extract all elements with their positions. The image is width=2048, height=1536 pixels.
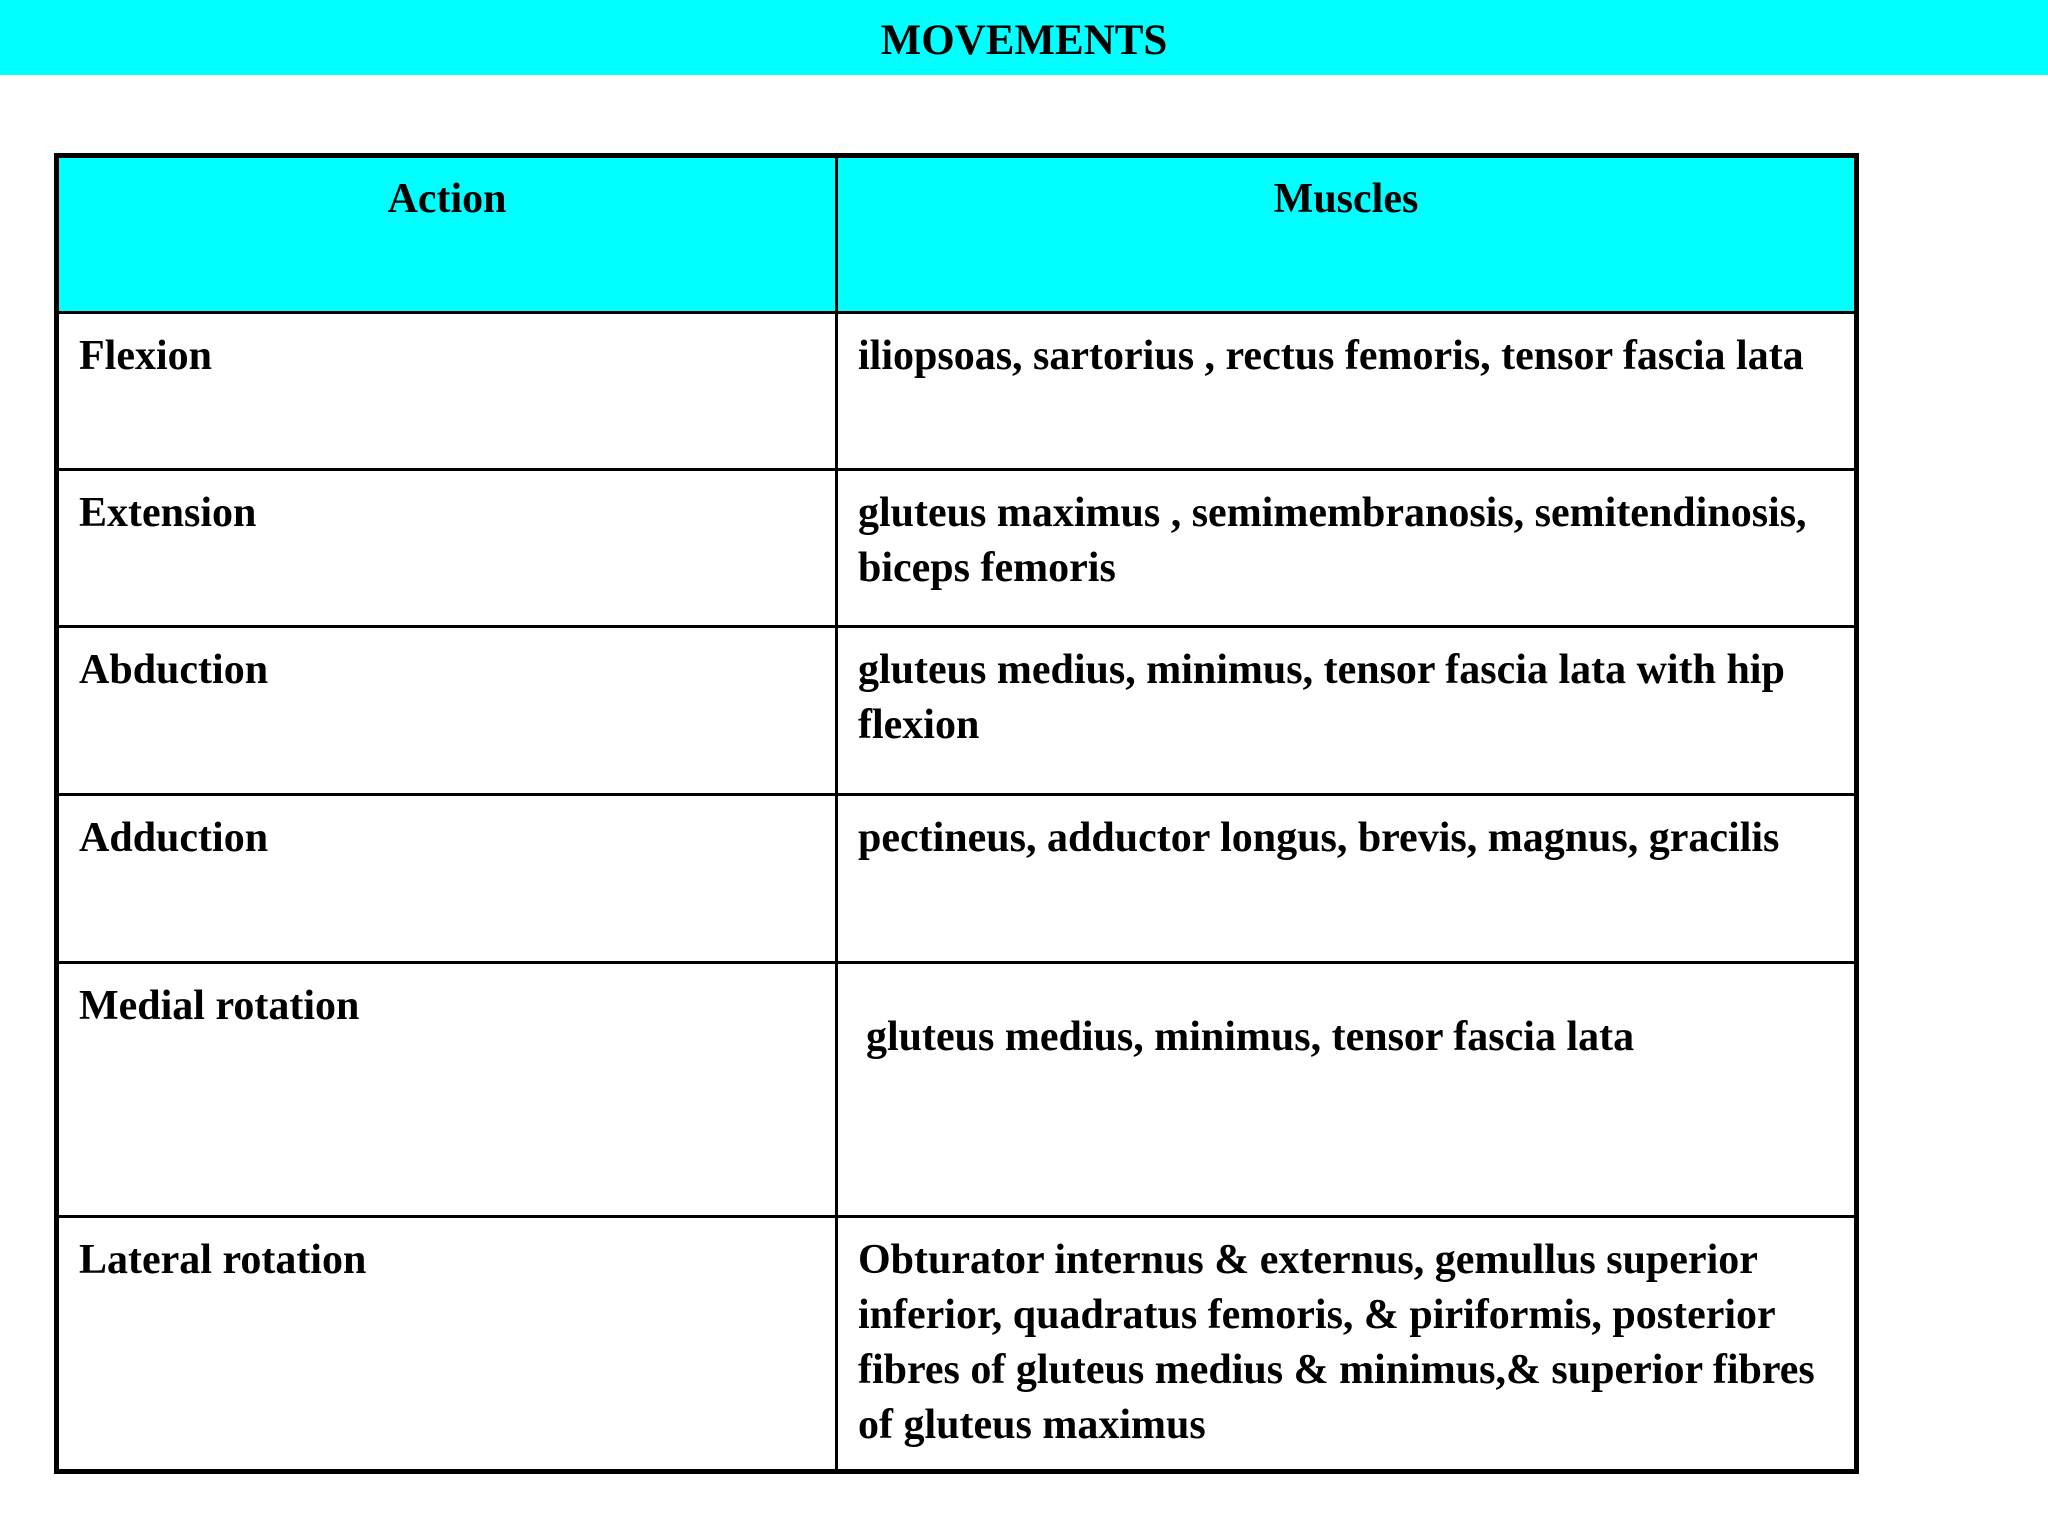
movements-table <box>54 153 1859 1474</box>
muscles-cell: gluteus maximus , semimembranosis, semitendinosis, biceps femoris <box>837 470 1857 627</box>
page-title: MOVEMENTS <box>880 17 1168 64</box>
table-row <box>57 795 1857 963</box>
action-cell: Lateral rotation <box>57 1217 837 1472</box>
header-muscles: Muscles <box>837 156 1857 313</box>
table-row <box>57 470 1857 627</box>
muscles-cell: iliopsoas, sartorius , rectus femoris, tensor fascia lata <box>837 313 1857 470</box>
table-row <box>57 627 1857 795</box>
header-action: Action <box>57 156 837 313</box>
action-cell: Medial rotation <box>57 963 837 1217</box>
action-cell: Adduction <box>57 795 837 963</box>
title-bar <box>0 0 2048 75</box>
muscles-cell: gluteus medius, minimus, tensor fascia lata <box>837 963 1857 1217</box>
table-row <box>57 963 1857 1217</box>
header-row <box>57 156 1857 313</box>
muscles-cell: gluteus medius, minimus, tensor fascia lata with hip flexion <box>837 627 1857 795</box>
muscles-cell: Obturator internus & externus, gemullus superior inferior, quadratus femoris, & piriformis, posterior fibres of gluteus medius & minimus,& superior fibres of gluteus maximus <box>837 1217 1857 1472</box>
action-cell: Flexion <box>57 313 837 470</box>
action-cell: Extension <box>57 470 837 627</box>
table-row <box>57 1217 1857 1472</box>
table-row <box>57 313 1857 470</box>
muscles-cell: pectineus, adductor longus, brevis, magnus, gracilis <box>837 795 1857 963</box>
action-cell: Abduction <box>57 627 837 795</box>
